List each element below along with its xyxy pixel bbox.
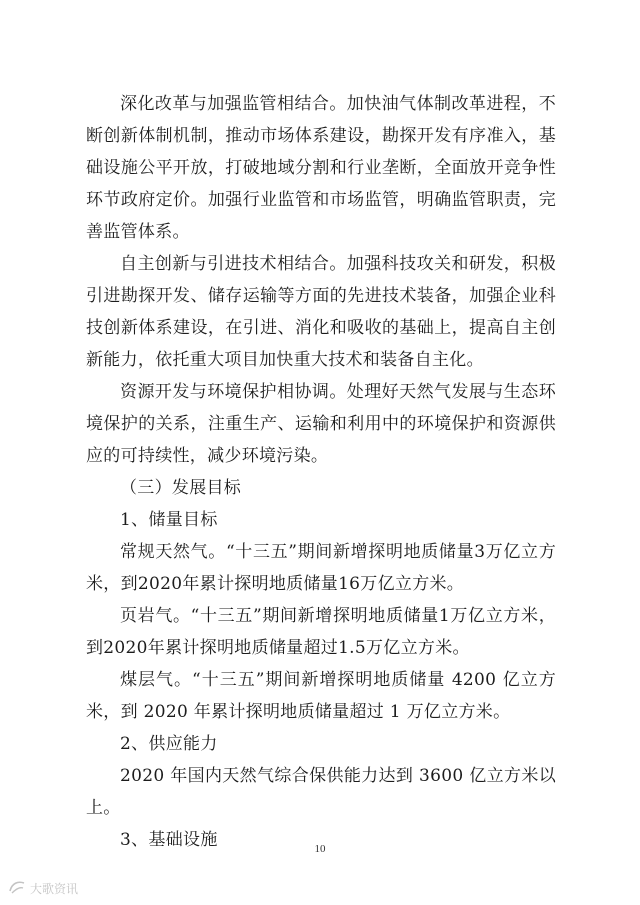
paragraph-body: 加快油气体制改革进程，不断创新体制机制，推动市场体系建设，勘探开发有序准入，基础设施公平开放，打破地域分割和行业垄断，全面放开竞争性环节政府定价。加强行业监管和市场监管，明确监管职责，完善监管体系。 xyxy=(86,94,556,242)
infrastructure-heading: 3、基础设施 xyxy=(120,830,218,850)
reserve-shale-gas: 页岩气。“十三五”期间新增探明地质储量1万亿立方米，到2020年累计探明地质储量超过1.5万亿立方米。 xyxy=(86,606,556,658)
page-number: 10 xyxy=(314,843,326,855)
paragraph-body: 加强科技攻关和研发，积极引进勘探开发、储存运输等方面的先进技术装备，加强企业科技创新体系建设，在引进、消化和吸收的基础上，提高自主创新能力，依托重大项目加快重大技术和装备自主化。 xyxy=(86,254,556,370)
paragraph-lead: 资源开发与环境保护相协调。 xyxy=(120,382,347,402)
paragraph-environment xyxy=(86,376,556,472)
page-content xyxy=(86,88,556,856)
paragraph-lead: 深化改革与加强监管相结合。 xyxy=(120,94,347,114)
reserve-coalbed-methane: 煤层气。“十三五”期间新增探明地质储量 4200 亿立方米，到 2020 年累计探明地质储量超过 1 万亿立方米。 xyxy=(86,670,556,722)
reserve-heading: 1、储量目标 xyxy=(120,510,218,530)
watermark-logo-icon xyxy=(8,879,26,898)
supply-text: 2020 年国内天然气综合保供能力达到 3600 亿立方米以上。 xyxy=(86,766,556,818)
watermark-text: 大歌资讯 xyxy=(30,881,79,896)
watermark xyxy=(8,878,78,898)
paragraph-reform xyxy=(86,88,556,248)
paragraph-body: 处理好天然气发展与生态环境保护的关系，注重生产、运输和利用中的环境保护和资源供应的可持续性，减少环境污染。 xyxy=(86,382,556,466)
reserve-conventional-gas: 常规天然气。“十三五”期间新增探明地质储量3万亿立方米，到2020年累计探明地质储量16万亿立方米。 xyxy=(86,542,556,594)
paragraph-innovation xyxy=(86,248,556,376)
section-heading: （三）发展目标 xyxy=(120,478,242,498)
paragraph-lead: 自主创新与引进技术相结合。 xyxy=(120,254,347,274)
supply-heading: 2、供应能力 xyxy=(120,734,218,754)
